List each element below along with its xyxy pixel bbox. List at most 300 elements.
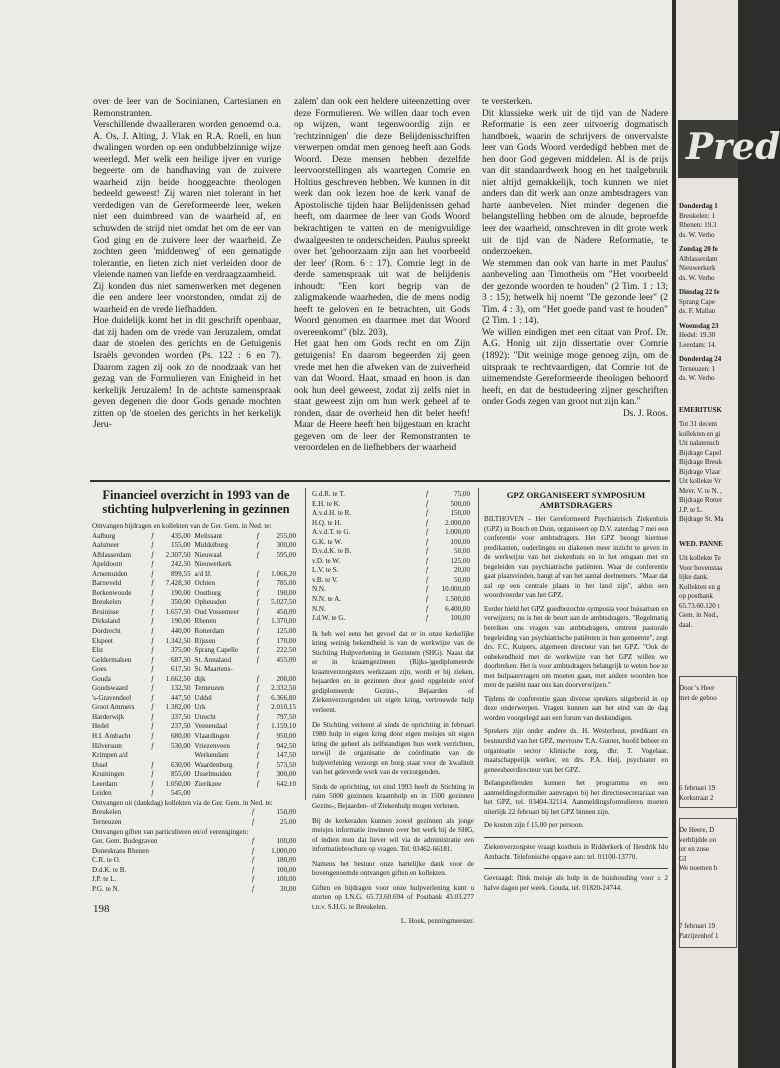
article-paragraph: We stemmen dan ook van harte in met Paulus' aanbeveling aan Timotheüs om "Het voorbeeld der gezonde woorden te houden" (2 Tim. 1 : 13; 3 : 15); hetwelk hij noemt "De gezonde leer" (2 Tim. 4 : 3), om "Het goede pand vast te houden" (2 Tim. 1 : 14). bbox=[482, 258, 668, 327]
notice-line: ter en zuse bbox=[679, 845, 709, 853]
place-name: Elspeet bbox=[92, 636, 113, 645]
amount: 2.000,00 bbox=[445, 518, 470, 527]
currency-sign: f bbox=[256, 741, 259, 750]
notice-line: J.P. te L. bbox=[679, 505, 703, 514]
donor-name: G.d.R. te T. bbox=[312, 490, 345, 498]
table-row bbox=[92, 722, 300, 732]
currency-sign: f bbox=[426, 547, 428, 556]
table-row bbox=[92, 598, 300, 608]
place-name: IJssel bbox=[92, 760, 108, 769]
schedule-line: ds. W. Verho bbox=[679, 230, 715, 239]
table-row bbox=[92, 818, 300, 828]
amount: 1.159,10 bbox=[271, 722, 296, 731]
currency-sign: f bbox=[256, 779, 259, 788]
currency-sign: f bbox=[256, 722, 259, 731]
article-column-1 bbox=[93, 97, 281, 432]
schedule-line: ds. F. Mallan bbox=[679, 307, 716, 315]
amount: 350,00 bbox=[170, 598, 191, 607]
notice-line: Gem. in Ned., bbox=[679, 611, 719, 619]
donor-name: J.d.W. te G. bbox=[312, 614, 346, 623]
amount: 100,00 bbox=[276, 865, 296, 874]
currency-sign: f bbox=[151, 541, 154, 550]
place-name: Ochten bbox=[194, 579, 215, 588]
amount: 7.428,30 bbox=[165, 579, 191, 588]
place-name: Aalburg bbox=[92, 531, 116, 540]
place-name bbox=[195, 789, 257, 799]
schedule-line: Terneuzen: 1 bbox=[679, 364, 716, 373]
table-row bbox=[312, 576, 474, 586]
place-name: Goes bbox=[92, 665, 107, 674]
gifts-intro: Ontvangen giften van particulieren en/of verenigingen: bbox=[92, 827, 249, 836]
place-name: Utrecht bbox=[194, 712, 216, 721]
currency-sign: f bbox=[426, 595, 428, 604]
currency-sign: f bbox=[256, 684, 259, 693]
table-row bbox=[92, 589, 300, 599]
place-name: Gouda bbox=[92, 674, 111, 683]
notice-line: Door 's Heer bbox=[679, 684, 715, 692]
place-name: Werkendam bbox=[194, 751, 229, 760]
amount: 100,00 bbox=[450, 614, 470, 623]
donor-name: C.R. te O. bbox=[92, 856, 121, 865]
currency-sign: f bbox=[252, 856, 254, 865]
place-name: Waardenburg bbox=[194, 760, 233, 769]
notice-heading: EMERITUSK bbox=[679, 406, 722, 414]
amount: 2.010,15 bbox=[271, 703, 296, 712]
amount: 150,00 bbox=[450, 509, 470, 518]
amount: 447,50 bbox=[170, 693, 191, 702]
article-paragraph: over de leer van de Socinianen, Cartesianen en Remonstranten. bbox=[93, 97, 281, 119]
article-column-2 bbox=[294, 97, 470, 455]
place-name: St. Annaland bbox=[194, 655, 232, 664]
notice-line: kollekten en gi bbox=[679, 429, 721, 438]
currency-sign: f bbox=[256, 531, 259, 540]
amount: 50,00 bbox=[454, 547, 470, 556]
place-name: Opheusden bbox=[194, 598, 227, 607]
amount: 20,00 bbox=[454, 566, 470, 575]
place-name: Leiden bbox=[92, 789, 112, 798]
place-name: Urk bbox=[194, 703, 206, 712]
donor-name: D.d.K. te B. bbox=[92, 865, 127, 874]
amount: 617,50 bbox=[170, 665, 191, 674]
table-row bbox=[312, 547, 474, 557]
article-paragraph: Dit klassieke werk uit de tijd van de Nadere Reformatie is een zeer uitvoerig dogmatisch handboek, waarin de schrijvers de onvervalste leer van Gods Woord verdedigd hebben met de hen door God gegeven middelen. Al is de prijs van dit standaardwerk hoog en het taalgebruik niet altijd gemakkelijk, toch kunnen we niet anders dan dit werk aan onze ambtsdragers van harte aanbevelen. Niet minder degenen die belangstelling hebben om de aloude, beproefde leer der waarheid, omschreven in dit grote werk uit de tijd van de Nadere Reformatie, te onderzoeken. bbox=[482, 108, 668, 258]
currency-sign: f bbox=[151, 722, 154, 731]
currency-sign: f bbox=[151, 684, 154, 693]
schedule-line: Hedel: 19.30 bbox=[679, 331, 716, 339]
notice-line: Uit nalatensch bbox=[679, 439, 720, 447]
currency-sign: f bbox=[256, 712, 259, 721]
masthead-title: Pred bbox=[686, 126, 780, 168]
place-name: Vriezenveen bbox=[194, 741, 230, 750]
donor-name: A.v.d.T. te G. bbox=[312, 528, 351, 537]
notice-line: Bijdrage St. Ma bbox=[679, 515, 724, 523]
table-row bbox=[312, 566, 474, 576]
currency-sign: f bbox=[151, 560, 154, 569]
table-row bbox=[92, 532, 300, 542]
donor-name: H.Q. te H. bbox=[312, 518, 342, 527]
currency-sign: f bbox=[426, 604, 428, 613]
amount: 450,00 bbox=[276, 607, 296, 616]
amount: 237,50 bbox=[170, 722, 191, 731]
currency-sign: f bbox=[252, 846, 254, 855]
table-row bbox=[92, 627, 300, 637]
donor-name: N.N. bbox=[312, 585, 326, 594]
amount: 337,50 bbox=[170, 712, 191, 721]
currency-sign: f bbox=[256, 627, 259, 636]
page-number: 198 bbox=[93, 903, 110, 915]
table-row bbox=[92, 885, 300, 895]
article-paragraph: Zij konden dus niet samenwerken met degenen die een andere leer voorstonden, omdat zij de waarheid en de vrede liefhadden. bbox=[93, 281, 281, 315]
amount: 797,50 bbox=[276, 712, 296, 721]
currency-sign: f bbox=[256, 617, 259, 626]
currency-sign: f bbox=[256, 770, 259, 779]
place-name: Groot Ammers bbox=[92, 703, 135, 712]
currency-sign: f bbox=[151, 569, 154, 578]
currency-sign: f bbox=[151, 636, 154, 645]
classified-ad: Gevraagd: flink meisje als hulp in de huishouding voor ± 2 halve dagen per week. Gouda, tel. 01820-24744. bbox=[484, 874, 668, 892]
foundation-paragraph: Namens het bestuur onze hartelijke dank voor de bovengenoemde ontvangen giften en kollekten. bbox=[312, 859, 474, 878]
place-name: Middelburg bbox=[194, 541, 228, 550]
gpz-paragraph: BILTHOVEN - Het Gereformeerd Psychiatrisch Ziekenhuis (GPZ) in Bosch en Duin, organiseert op D.V. zaterdag 7 mei een conferentie voor ambtsdragers. Het GPZ beoogt hiermee predikanten, ouderlingen en diakenen meer inzicht te geven in de werkwijze van het ziekenhuis en in het omgaan met en begeleiden van psychiatrische patiënten. Waar de conferentie gaat plaatsvinden, hangt af van het aantal deelnemers. "Maar dat zal op een centrale plaats in het land zijn", aldus een woordvoerder van het GPZ. bbox=[484, 515, 668, 600]
foundation-column bbox=[312, 490, 474, 932]
donor-name: Ger. Gem. Bodegraven bbox=[92, 837, 158, 846]
donor-name: P.G. te N. bbox=[92, 884, 120, 893]
gpz-title: GPZ ORGANISEERT SYMPOSIUM AMBTSDRAGERS bbox=[506, 490, 646, 510]
place-name: Geldermalsen bbox=[92, 655, 132, 664]
amount: 190,00 bbox=[170, 588, 191, 597]
section-divider bbox=[90, 480, 670, 482]
table-row bbox=[92, 694, 300, 704]
amount: 1.657,50 bbox=[165, 607, 191, 616]
currency-sign: f bbox=[426, 566, 428, 575]
currency-sign: f bbox=[256, 751, 259, 760]
place-name: Breukelen bbox=[92, 598, 122, 607]
thanksgiving-table bbox=[92, 808, 300, 827]
donor-name: Breukelen bbox=[92, 808, 122, 817]
place-name: Nieuwaal bbox=[194, 550, 222, 559]
table-row bbox=[312, 519, 474, 529]
notice-line: Mevr. V. te N. , bbox=[679, 486, 722, 495]
currency-sign: f bbox=[252, 817, 254, 826]
currency-sign: f bbox=[426, 490, 428, 498]
place-name: Krimpen a/d bbox=[92, 751, 128, 760]
table-row bbox=[92, 780, 300, 790]
table-row bbox=[92, 847, 300, 857]
table-row bbox=[312, 538, 474, 548]
place-name: Alblasserdam bbox=[92, 550, 132, 559]
notice-line: Uit kollekte Te bbox=[679, 554, 721, 562]
schedule-day: Donderdag 24 bbox=[679, 355, 722, 363]
classified-ad: Ziekenverzorgster vraagt kosthuis in Ridderkerk of Hendrik Ido Ambacht. Telefonische opgave aan: tel. 01100-13770. bbox=[484, 842, 668, 861]
schedule-day: Zondag 20 fe bbox=[679, 245, 718, 253]
table-row bbox=[312, 557, 474, 567]
notice-line: Kerkstraat 2 bbox=[679, 793, 714, 802]
amount: 6.366,80 bbox=[271, 693, 296, 702]
article-paragraph: Het gaat hen om Gods recht en om Zijn getuigenis! En daarom begeerden zij geen vrede met hen die afweken van de zuiverheid van dat Woord. Haat, smaad en hoon is dan ook hun deel geweest, zodat zij zelfs niet in staat geweest zijn om hun werk geheel af te ronden, daar de overheid hen dit belet heeft! Maar de Heere heeft hen bijgestaan en kracht gegeven om de leer der Remonstranten te veroordelen en de liefhebbers der waarheid bbox=[294, 339, 470, 454]
amount: 75,00 bbox=[454, 490, 470, 498]
place-name: Sprang Capelle bbox=[194, 646, 239, 655]
amount: 100,00 bbox=[276, 875, 296, 884]
amount bbox=[260, 789, 300, 799]
gpz-article bbox=[484, 490, 668, 897]
amount: 25,00 bbox=[280, 817, 296, 826]
schedule-line: ds. W. Verho bbox=[679, 374, 715, 382]
amount: 190,00 bbox=[276, 588, 296, 597]
table-row bbox=[92, 646, 300, 656]
table-row bbox=[92, 684, 300, 694]
currency-sign: f bbox=[256, 732, 259, 741]
notice-line: Bijdrage Rotter bbox=[679, 496, 723, 504]
table-row bbox=[92, 856, 300, 866]
schedule-day: Donderdag 1 bbox=[679, 202, 718, 210]
ad-divider bbox=[484, 837, 668, 838]
currency-sign: f bbox=[426, 585, 428, 594]
amount: 530,00 bbox=[170, 741, 191, 750]
notice-line: op postbank bbox=[679, 592, 714, 600]
place-name: Rijssen bbox=[194, 636, 216, 645]
table-row bbox=[92, 541, 300, 551]
currency-sign: f bbox=[151, 693, 154, 702]
amount bbox=[154, 751, 194, 761]
notice-line: Bijdrage Breuk bbox=[679, 458, 722, 466]
table-row bbox=[92, 665, 300, 675]
contributions-intro: Ontvangen bijdragen en kollekten van de Ger. Gem. in Ned. te: bbox=[92, 522, 272, 530]
foundation-paragraph: Bij de kerkeraden kunnen zowel gezinnen als jonge meisjes informatie inwinnen over het werk bij de SHG, of indien men dat liever wil via de administratie een informatiebrochure op vragen. Tel. 03462-66181. bbox=[312, 816, 474, 854]
notice-line: De Heere, D bbox=[679, 826, 715, 834]
currency-sign: f bbox=[151, 712, 154, 721]
currency-sign: f bbox=[256, 646, 259, 655]
notice-line: Kollekten en g bbox=[679, 582, 721, 591]
amount: 1.066,20 bbox=[271, 569, 296, 578]
currency-sign: f bbox=[256, 655, 259, 664]
table-row bbox=[92, 570, 300, 580]
place-name: dijk bbox=[194, 674, 206, 683]
table-row bbox=[92, 866, 300, 876]
place-name: Leerdam bbox=[92, 779, 118, 788]
column-divider bbox=[305, 488, 306, 800]
gifts-table bbox=[92, 837, 300, 894]
table-row bbox=[312, 490, 474, 500]
amount: 687,50 bbox=[170, 655, 191, 664]
treasurer-signature: L. Hoek, penningmeester. bbox=[400, 917, 474, 926]
currency-sign: f bbox=[151, 531, 154, 540]
currency-sign: f bbox=[151, 598, 154, 607]
amount: 435,00 bbox=[170, 531, 191, 540]
schedule-day: Dinsdag 22 fe bbox=[679, 288, 720, 296]
column-divider bbox=[478, 488, 479, 800]
amount: 855,00 bbox=[170, 770, 191, 779]
currency-sign: f bbox=[252, 837, 254, 846]
gpz-paragraph: Belangstellenden kunnen het programma en een aanmeldingsformulier aanvragen bij het directiesecretariaat van het GPZ, tel. 03404-32114. Aanmeldingsformulieren moeten uiterlijk 22 februari bij het GPZ binnen zijn. bbox=[484, 779, 668, 816]
currency-sign: f bbox=[151, 732, 154, 741]
amount: 2.307,50 bbox=[165, 550, 191, 559]
amount: 190,00 bbox=[170, 617, 191, 626]
place-name: Nieuwerkerk bbox=[194, 560, 232, 569]
currency-sign: f bbox=[426, 614, 428, 623]
amount: 2.332,50 bbox=[271, 684, 296, 693]
donor-name: Doneskrans Rhenen bbox=[92, 846, 149, 855]
currency-sign: f bbox=[426, 556, 428, 565]
notice-line: 7 februari 19 bbox=[679, 922, 716, 930]
currency-sign: f bbox=[151, 760, 154, 769]
amount bbox=[260, 665, 300, 675]
table-row bbox=[92, 789, 300, 799]
amount: 899,55 bbox=[170, 569, 191, 578]
donor-name: N.N. te A. bbox=[312, 595, 341, 604]
place-name: Terneuzen bbox=[194, 684, 224, 693]
table-row bbox=[92, 608, 300, 618]
table-row bbox=[92, 761, 300, 771]
foundation-paragraph: Sinds de oprichting, tot eind 1993 heeft de Stichting in ruim 5000 gezinnen kraamhulp en in 1500 gezinnen Gezins-, Bejaarden- of Ziekenhulp mogen verlenen. bbox=[312, 782, 474, 810]
amount: 500,00 bbox=[450, 499, 470, 508]
currency-sign: f bbox=[256, 588, 259, 597]
donor-name: v.D. te W. bbox=[312, 556, 341, 565]
donor-name: L.V. te S. bbox=[312, 566, 339, 575]
notice-line: lijke dank. bbox=[679, 573, 709, 581]
schedule-line: Alblasserdam bbox=[679, 254, 718, 263]
table-row bbox=[92, 742, 300, 752]
currency-sign: f bbox=[151, 550, 154, 559]
table-row bbox=[92, 770, 300, 780]
place-name: Arnemuiden bbox=[92, 569, 128, 578]
currency-sign: f bbox=[426, 509, 428, 518]
currency-sign: f bbox=[256, 607, 259, 616]
notice-line: verblijdde on bbox=[679, 835, 717, 844]
table-row bbox=[312, 528, 474, 538]
schedule-line: Leerdam: 14. bbox=[679, 340, 717, 349]
amount: 630,00 bbox=[170, 760, 191, 769]
amount: 440,00 bbox=[170, 627, 191, 636]
currency-sign: f bbox=[256, 674, 259, 683]
schedule-line: Nieuwerkerk bbox=[679, 264, 716, 272]
place-name: Harderwijk bbox=[92, 712, 125, 721]
notice-line: Uit kollekte Vr bbox=[679, 477, 721, 485]
amount: 6.400,00 bbox=[445, 604, 470, 613]
amount: 5.027,50 bbox=[271, 598, 296, 607]
amount: 1.662,50 bbox=[165, 674, 191, 683]
donor-name: J.P. te L. bbox=[92, 875, 117, 884]
amount: 125,00 bbox=[276, 627, 296, 636]
currency-sign: f bbox=[151, 789, 154, 798]
notice-line: 65.73.60.120 t bbox=[679, 601, 720, 610]
table-row bbox=[92, 703, 300, 713]
foundation-paragraph: Ik heb wel eens het gevoel dat er in onze kerkelijke kring weinig bekendheid is van de werkwijze van de Stichting Hulpverlening in Gezinnen (SHG). Naast dat er in kraamgezinnen (Rijks-)gediplomeerde kraamverzorgsters werkzaam zijn, wordt er bij zieken, bejaarden en in gezinnen door goed opgeleide en/of gediplomeerde Gezins-, Bejaarden of Ziekenverzorgenden uit eigen kring, vertrouwde hulp verleent. bbox=[312, 629, 474, 715]
amount: 680,00 bbox=[170, 732, 191, 741]
table-row bbox=[312, 500, 474, 510]
place-name: St. Maartens- bbox=[194, 665, 233, 674]
table-row bbox=[92, 808, 300, 818]
table-row bbox=[92, 656, 300, 666]
amount: 200,00 bbox=[276, 674, 296, 683]
currency-sign: f bbox=[252, 865, 254, 874]
financial-overview-title: Financieel overzicht in 1993 van de stichting hulpverlening in gezinnen bbox=[102, 488, 290, 516]
donor-name: G.K. te W. bbox=[312, 537, 343, 546]
currency-sign: f bbox=[256, 693, 259, 702]
currency-sign: f bbox=[256, 550, 259, 559]
currency-sign: f bbox=[426, 518, 428, 527]
table-row bbox=[312, 595, 474, 605]
donor-name: D.v.d.K. te B. bbox=[312, 547, 352, 556]
schedule-line: ds. W. Verho bbox=[679, 273, 715, 282]
notice-line: Bijdrage Capel bbox=[679, 448, 722, 457]
schedule-line: Sprang Cape bbox=[679, 297, 715, 306]
place-name: Oud Vossemeer bbox=[194, 607, 239, 616]
currency-sign: f bbox=[151, 607, 154, 616]
amount: 595,00 bbox=[276, 550, 296, 559]
article-paragraph: te versterken. bbox=[482, 97, 533, 107]
notice-line: We noemen h bbox=[679, 864, 718, 872]
place-name: Zierikzee bbox=[194, 779, 222, 788]
place-name: Veenendaal bbox=[194, 722, 228, 731]
table-row bbox=[92, 875, 300, 885]
article-column-3 bbox=[482, 97, 668, 420]
amount: 147,50 bbox=[276, 751, 296, 760]
amount: 1.370,00 bbox=[271, 617, 296, 626]
amount: 950,00 bbox=[276, 732, 296, 741]
currency-sign: f bbox=[426, 499, 428, 508]
amount: 1.050,00 bbox=[165, 779, 191, 788]
amount: 1.000,00 bbox=[271, 846, 296, 855]
amount bbox=[260, 560, 300, 570]
amount: 1.382,00 bbox=[165, 703, 191, 712]
table-row bbox=[92, 751, 300, 761]
place-name: Hilversum bbox=[92, 741, 122, 750]
place-name: Rhenen bbox=[194, 617, 217, 626]
currency-sign: f bbox=[151, 674, 154, 683]
article-paragraph: We willen eindigen met een citaat van Prof. Dr. A.G. Honig uit zijn dissertatie over Comrie (1892): "Dit weinige moge genoeg zijn, om de uitspraak te rechtvaardigen, dat Comrie tot de uitnemendste Gereformeerde theologen behoord heeft, en dat de bestudeering zijner geschriften onder Gods zegen van groot nut zijn kan." bbox=[482, 327, 668, 408]
amount: 132,50 bbox=[170, 684, 191, 693]
notice-line: daal. bbox=[679, 620, 693, 629]
amount: 1.500,00 bbox=[445, 595, 470, 604]
currency-sign: f bbox=[256, 541, 259, 550]
place-name: Rotterdam bbox=[194, 627, 225, 636]
thanksgiving-intro: Ontvangen uit (dankdag) kollekten via de Ger. Gem. in Ned. te: bbox=[92, 798, 273, 807]
foundation-paragraph: De Stichting verleent al sinds de oprichting in februari 1980 hulp in eigen kring door eigen meisjes uit eigen kring die geheel als zelfstandigen hun werk verrichten, terwijl de organisatie de coördinatie van de hulpverlening verzorgt en borg staat voor de kwaliteit van het geleverde werk van de verzorgenden. bbox=[312, 720, 474, 777]
place-name: IJsselmuiden bbox=[194, 770, 232, 779]
table-row bbox=[92, 713, 300, 723]
amount: 100,00 bbox=[450, 537, 470, 546]
table-row bbox=[92, 551, 300, 561]
notice-line: Voor bovenstaa bbox=[679, 563, 723, 572]
donor-table bbox=[312, 490, 474, 624]
amount: 300,00 bbox=[276, 770, 296, 779]
currency-sign: f bbox=[151, 617, 154, 626]
donor-name: Terneuzen bbox=[92, 817, 122, 826]
place-name: 's-Gravendeel bbox=[92, 693, 132, 702]
currency-sign: f bbox=[256, 579, 259, 588]
contributions-table bbox=[92, 532, 300, 799]
place-name: Hedel bbox=[92, 722, 109, 731]
table-row bbox=[92, 560, 300, 570]
currency-sign: f bbox=[151, 655, 154, 664]
currency-sign: f bbox=[151, 646, 154, 655]
foundation-paragraph: Giften en bijdragen voor onze hulpverlening kunt u storten op I.N.G. 65.73.60.694 of Postbank 43.03.277 t.n.v. S.H.G. te Breukelen. bbox=[312, 883, 474, 911]
amount: 30,00 bbox=[280, 884, 296, 893]
currency-sign: f bbox=[256, 760, 259, 769]
place-name: Berkenwoude bbox=[92, 588, 132, 597]
amount: 100,00 bbox=[276, 837, 296, 846]
article-paragraph: Hoe duidelijk komt het in dit geschrift openbaar, dat zij haden om de vrede van Jeruzalem, omdat daar de stoelen des gerichts en de Getuigenis Israëls gevonden worden (Ps. 122 : 6 en 7). Daarom zagen zij ook zo de noodzaak van het gezag van de Formulieren van Enigheid in het kerkelijk Jeruzalem! In de achtste samenspraak geven degenen die door Gods genade mochten zitten op 'de stoelen des gerichts in het kerkelijk Jeru- bbox=[93, 316, 281, 431]
schedule-line: Rhenen: 19.3 bbox=[679, 221, 717, 229]
donor-name: A.v.d.H. te R. bbox=[312, 509, 352, 518]
amount: 242,50 bbox=[170, 560, 191, 569]
currency-sign: f bbox=[426, 528, 428, 537]
notice-line: met de geboo bbox=[679, 693, 717, 702]
amount: 180,00 bbox=[276, 856, 296, 865]
amount: 455,00 bbox=[276, 655, 296, 664]
place-name: Kruiningen bbox=[92, 770, 125, 779]
amount: 1.342,50 bbox=[165, 636, 191, 645]
